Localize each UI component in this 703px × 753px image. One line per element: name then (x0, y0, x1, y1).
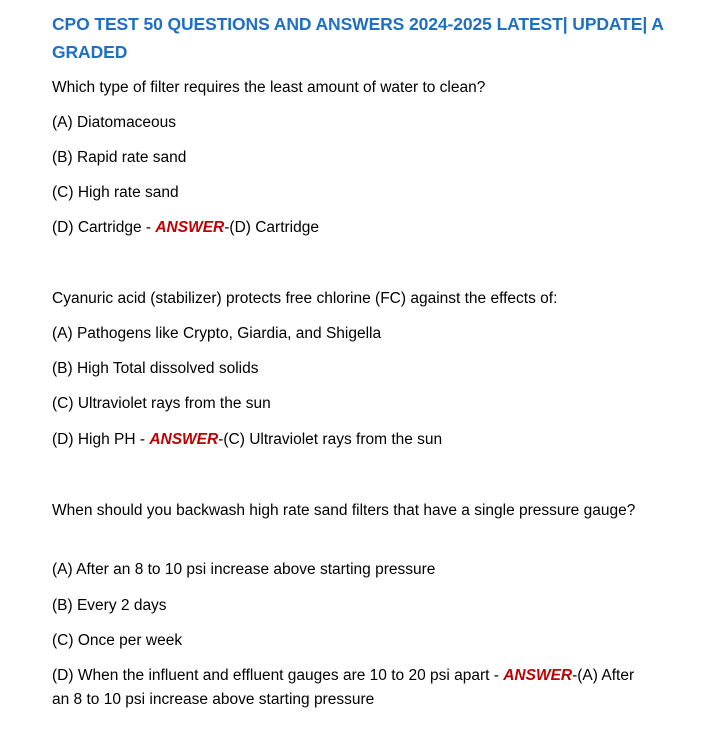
question-3-text: When should you backwash high rate sand filters that have a single pressure gauge? (52, 502, 636, 519)
question-2-option-a: (A) Pathogens like Crypto, Giardia, and Shigella (52, 325, 382, 342)
question-3-option-a: (A) After an 8 to 10 psi increase above starting pressure (52, 561, 436, 578)
question-2-text: Cyanuric acid (stabilizer) protects free chlorine (FC) against the effects of: (52, 290, 558, 307)
question-2-option-d: (D) High PH - (52, 431, 150, 448)
document-title: CPO TEST 50 QUESTIONS AND ANSWERS 2024-2025 LATEST| UPDATE| A GRADED (52, 14, 664, 62)
question-2-option-b: (B) High Total dissolved solids (52, 360, 259, 377)
question-1-answer: -(D) Cartridge (224, 219, 319, 236)
answer-marker: ANSWER (149, 431, 219, 448)
question-3-option-d: (D) When the influent and effluent gauges are 10 to 20 psi apart - (52, 667, 504, 684)
answer-marker: ANSWER (155, 219, 225, 236)
question-1-option-c: (C) High rate sand (52, 184, 179, 201)
question-1-option-a: (A) Diatomaceous (52, 114, 177, 131)
question-1-option-b: (B) Rapid rate sand (52, 149, 187, 166)
question-3-answer: -(A) After an 8 to 10 psi increase above starting pressure (52, 667, 635, 708)
question-1-option-d-line (52, 216, 319, 240)
question-3-option-b: (B) Every 2 days (52, 597, 167, 614)
question-1-option-d: (D) Cartridge - (52, 219, 156, 236)
question-3-option-d-line (52, 664, 652, 712)
question-2-answer: -(C) Ultraviolet rays from the sun (218, 431, 443, 448)
question-2-option-c: (C) Ultraviolet rays from the sun (52, 395, 271, 412)
question-2-option-d-line (52, 428, 442, 452)
question-3-option-c: (C) Once per week (52, 632, 183, 649)
question-1-text: Which type of filter requires the least amount of water to clean? (52, 79, 486, 96)
answer-marker: ANSWER (503, 667, 573, 684)
